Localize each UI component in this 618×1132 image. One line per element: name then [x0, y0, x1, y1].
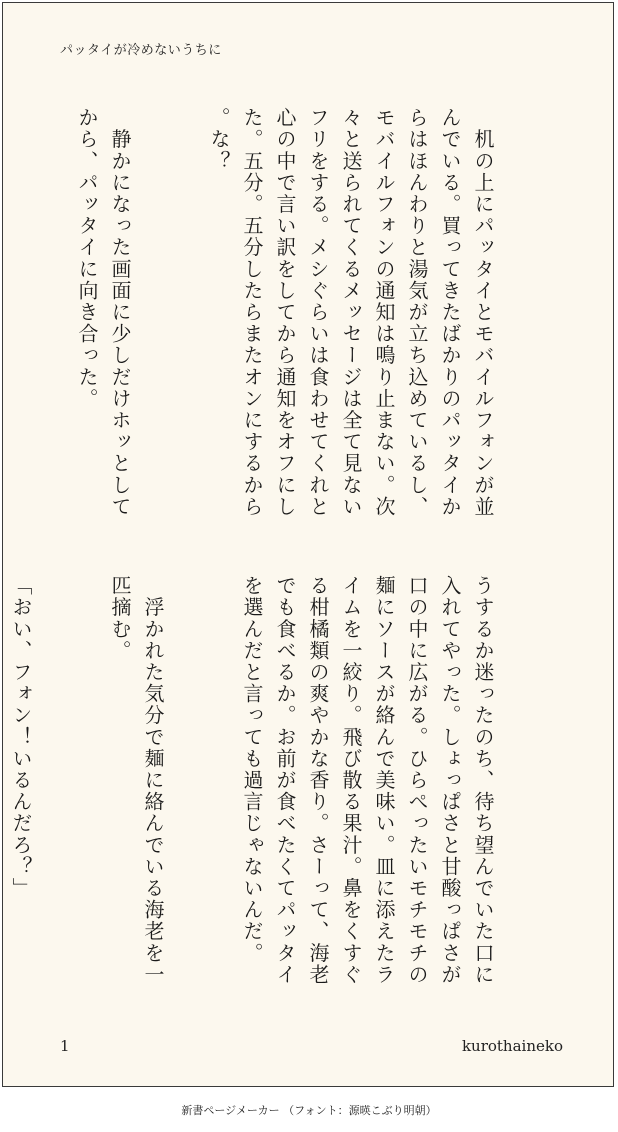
paragraph: 机の上にパッタイとモバイルフォンが並んでいる。買ってきたばかりのパッタイからはほんわりと湯気が立ち込めているし、モバイルフォンの通知は鳴り止まない。次々と送られてくるメッセージは全て見ないフリをする。メシぐらいは食わせてくれと心の中で言い訳をしてから通知をオフにした。五分。五分したらまたオンにするから。な？ [207, 107, 495, 518]
paragraph [0, 107, 4, 527]
paragraph: うするか迷ったのち、待ち望んでいた口に入れてやった。しょっぱさと甘酸っぱさが口の中に広がる。ひらぺったいモチモチの麺にソースが絡んで美味い。皿に添えたライムを一絞り。飛び散る果汁。鼻をくすぐる柑橘類の爽やかな香り。さーって、海老でも食べるか。お前が食べたくてパッタイを選んだと言っても過言じゃないんだ。 [240, 575, 495, 986]
paragraph: 浮かれた気分で麺に絡んでいる海老を一匹摘む。 [108, 575, 165, 986]
page-header-title: パッタイが冷めないうちに [60, 43, 222, 58]
book-page [2, 2, 614, 1087]
page-number: 1 [60, 1037, 70, 1055]
text-block-lower [9, 575, 565, 995]
text-block-upper [45, 107, 565, 527]
dialogue-line: 「おい、フォン！いるんだろ？」 [9, 575, 33, 899]
generator-credit: 新書ページメーカー （フォント：源暎こぶり明朝） [181, 1104, 437, 1117]
author-name: kurothaineko [461, 1037, 563, 1055]
paragraph: 静かになった画面に少しだけホッとしてから、パッタイに向き合った。 [75, 107, 132, 518]
